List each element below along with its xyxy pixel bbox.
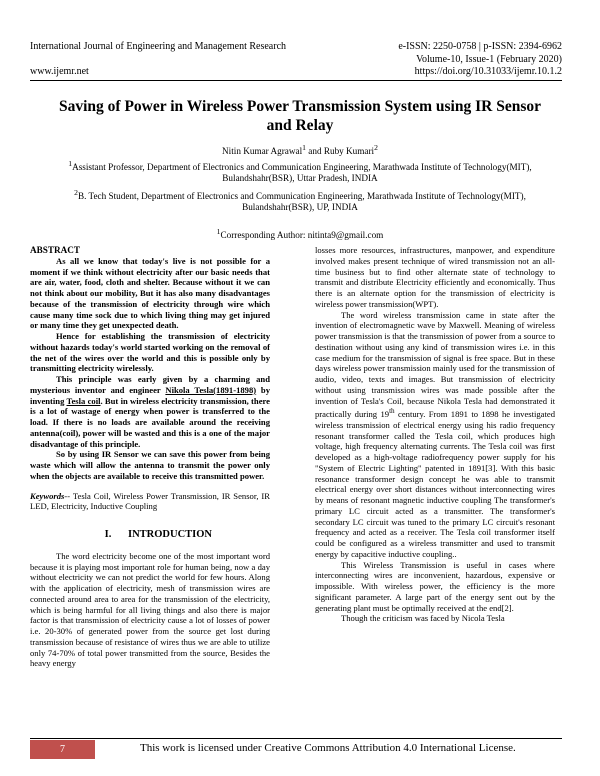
- abs-p3-coil: Tesla coil: [66, 395, 101, 406]
- abstract-paragraph-2: Hence for establishing the transmission of electricity without hazards today's world started working on the removal of the net of the wires over the world and this is possible only by transmitting electricity wirelessly.: [30, 331, 270, 374]
- page-footer: [30, 738, 562, 759]
- title-line-1: Saving of Power in Wireless Power Transmission System using IR Sensor: [59, 98, 541, 115]
- aff-1-sup: 1: [68, 158, 73, 168]
- abstract-paragraph-4: So by using IR Sensor we can save this power from being waste which will allow the antenna to transmit the power only when the objects are available to receive this transmitted power.: [30, 449, 270, 481]
- header-rule: [30, 80, 562, 81]
- corr-sup: 1: [216, 226, 221, 236]
- abs-p3-tesla: Nikola Tesla(1891-1898): [165, 384, 257, 395]
- right-paragraph-3: This Wireless Transmission is useful in cases where interconnecting wires are inconvenient, hazardous, expensive or impossible. With wireless power, the efficiency is the more significant parameter. A large part of the energy sent out by the generating plant must be optimally received at the end[2].: [315, 559, 555, 613]
- aff-2-sup: 2: [74, 187, 78, 197]
- corr-text: Corresponding Author: nitinta9@gmail.com: [220, 229, 384, 240]
- right-paragraph-4: Though the criticism was faced by Nicola Tesla: [341, 613, 505, 624]
- right-p2-sup: th: [389, 407, 395, 416]
- author-block: [40, 142, 560, 241]
- section-title: INTRODUCTION: [127, 529, 212, 540]
- section-heading-introduction: [30, 530, 270, 541]
- abstract-heading: ABSTRACT: [30, 245, 81, 255]
- author-2: and Ruby Kumari: [305, 146, 375, 157]
- keywords: [30, 491, 270, 513]
- issn: e-ISSN: 2250-0758 | p-ISSN: 2394-6962: [398, 41, 562, 52]
- right-p2-a: The word wireless transmission came in state after the invention of electromagnetic wave by Maxwell. Meaning of wireless power transmission is that the transmission of power from a source to destination without using any kind of transmission wires i.e. in this case medium for the transmission of signal is free space. But in these days wireless power transmission mainly used for the transmission of audio, video, texts and images. But transmission of electricity without using transmission wires was made possible after the invention of Tesla's Coil, because Nikola Tesla had demonstrated it practically during 19: [315, 309, 555, 420]
- website-link[interactable]: www.ijemr.net: [30, 66, 89, 77]
- page-number: 7: [30, 740, 95, 759]
- doi-link[interactable]: https://doi.org/10.31033/ijemr.10.1.2: [414, 66, 562, 77]
- abstract-paragraph-3: [30, 374, 270, 449]
- keywords-label: Keywords--: [30, 490, 71, 501]
- right-paragraph-1: losses more resources, infrastructures, manpower, and expenditure involved makes present technique of wired transmission not an all-time business but to find other alternate state of technology to transmit and distribute Electricity efficiently and economically. Thus there is an alternate option for the transmission of electricity is wireless power transmission(WPT).: [315, 245, 555, 309]
- author-1-sup: 1: [302, 143, 306, 152]
- affiliation-1: [40, 158, 560, 185]
- author-names: [40, 142, 560, 158]
- abstract-paragraph-1: As all we know that today's live is not possible for a moment if we think without electricity after our basic needs that are air, water, food, cloth and shelter. Because without it we can not think about our mobility, But it has also many disadvantages because of the transmission of electricity through wire which cause many time sock due to which living thing may get injured or many time they get unexpected death.: [30, 255, 270, 331]
- title-line-2: and Relay: [266, 117, 334, 134]
- volume-issue: Volume-10, Issue-1 (February 2020): [416, 54, 562, 65]
- right-p2-b: century. From 1891 to 1898 he investigated wireless transmission of electrical energy using his radio frequency resonant transformer called the Tesla coil, which produces high voltage, high frequency alternating currents. The Tesla coil was first developed as a high-voltage radiofrequency power supply for his "System of Electric Lighting" patented in 1891[3]. With this basic resonance transformer design concept he was able to transmit electrical energy over short distances without interconnecting wires by means of resonant magnetic inductive coupling The transformer's primary LC circuit acted as a transmitter. The transformer's secondary LC circuit was tuned to the primary LC circuit's resonant frequency and acted as a receiver. The Tesla coil transformer itself could be configured as a wireless transmitter and used to transmit energy by capacitive inductive coupling..: [315, 409, 555, 559]
- abs-p3-b: by inventing: [30, 384, 270, 406]
- author-2-sup: 2: [374, 143, 378, 152]
- aff-1-text: Assistant Professor, Department of Electronics and Communication Engineering, Marathwada Institute of Technology(MIT), Bulandshahr(BSR), Uttar Pradesh, INDIA: [72, 161, 532, 184]
- license-text[interactable]: This work is licensed under Creative Commons Attribution 4.0 International License.: [140, 742, 516, 754]
- keywords-text: Tesla Coil, Wireless Power Transmission, IR Sensor, IR LED, Electricity, Inductive Coupling: [30, 490, 270, 512]
- corresponding-author: [40, 226, 560, 242]
- intro-paragraph-1: The word electricity become one of the most important word because it is playing most important role for human being, now a day without electricity we can not predict the world for few hours. Along with the application of electricity, mesh of transmission wires are connected around area to area for the transmission of the electricity, which is being harmful for all living things and also there is major factor is that transmission of electricity cause a lot of losses of power i.e. 20-30% of generated power from the source get lost during transmission because of resistance of wires thus we are able to utilize only 74-70% of total power transmitted from the source, Besides the heavy energy: [30, 550, 270, 669]
- aff-2-text: B. Tech Student, Department of Electronics and Communication Engineering, Marathwada Institute of Technology(MIT), Bulandshahr(BSR), UP, INDIA: [77, 190, 526, 213]
- left-column: [30, 245, 270, 669]
- right-column: [315, 245, 555, 624]
- author-1: Nitin Kumar Agrawal: [222, 146, 303, 157]
- right-paragraph-2: [315, 310, 555, 560]
- abs-p3-c: . But in wireless electricity transmission, there is a lot of wastage of energy when power is transferred to the load. If there is no loads are available around the receiving antenna(coil), power will be wasted and this is a one of the major disadvantage of this principle.: [30, 395, 270, 449]
- section-number: I.: [104, 529, 112, 540]
- journal-name: International Journal of Engineering and Management Research: [30, 41, 287, 52]
- abs-p3-a: This principle was early given by a charming and mysterious inventor and engineer: [30, 374, 270, 395]
- affiliation-2: [40, 187, 560, 214]
- paper-title: [40, 97, 560, 135]
